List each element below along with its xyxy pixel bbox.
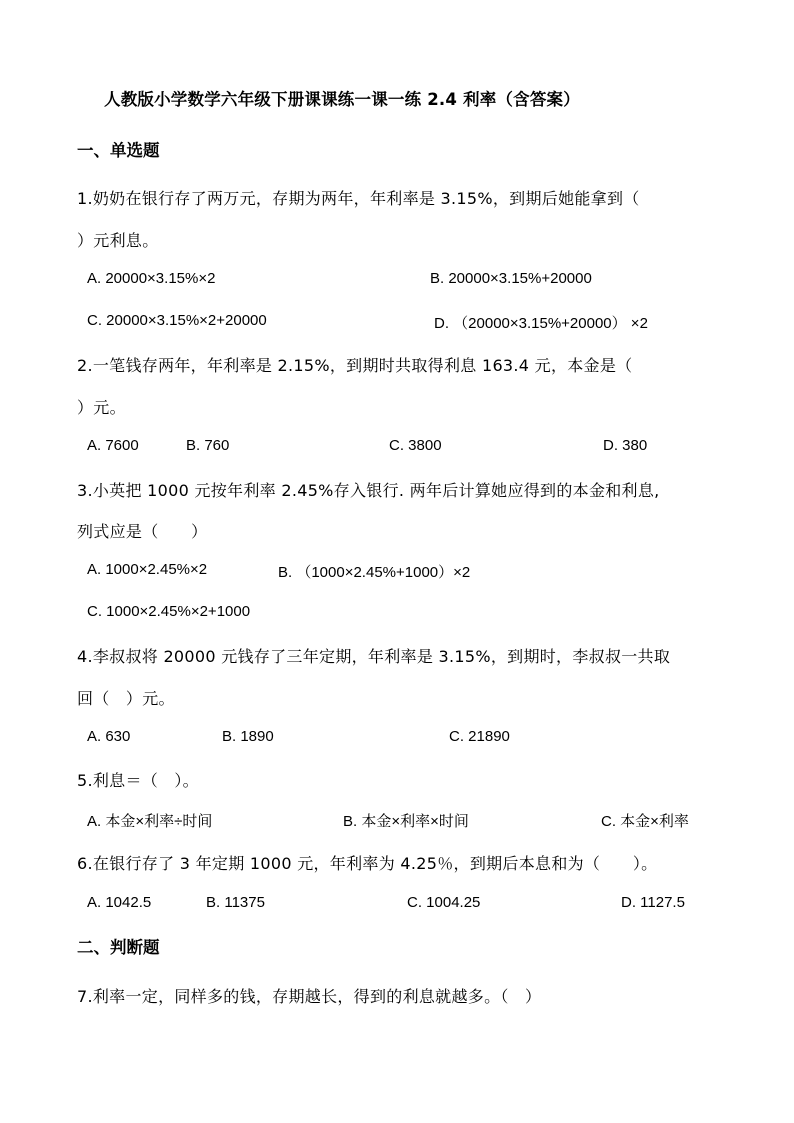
question-1-option-b: B. 20000×3.15%+20000 [430, 270, 592, 287]
question-3-option-c: C. 1000×2.45%×2+1000 [87, 603, 251, 620]
question-1-option-c: C. 20000×3.15%×2+20000 [87, 312, 267, 329]
question-2-option-a: A. 7600 [87, 437, 139, 454]
question-4-option-a: A. 630 [87, 728, 131, 745]
question-2-option-d: D. 380 [603, 437, 648, 454]
question-2-line-2: ）元。 [77, 398, 126, 417]
question-2-option-b: B. 760 [186, 437, 230, 454]
question-5-option-a: A. 本金×利率÷时间 [87, 813, 213, 830]
question-6-option-b: B. 11375 [206, 894, 265, 911]
section-heading-true-false: 二、判断题 [77, 938, 160, 957]
question-4-option-c: C. 21890 [449, 728, 510, 745]
question-2-line-1: 2.一笔钱存两年，年利率是 2.15%，到期时共取得利息 163.4 元，本金是（ [77, 356, 633, 375]
question-6-option-a: A. 1042.5 [87, 894, 152, 911]
question-1-option-a: A. 20000×3.15%×2 [87, 270, 216, 287]
question-5-option-b: B. 本金×利率×时间 [343, 813, 469, 830]
question-1-option-d: D. （20000×3.15%+20000） ×2 [434, 315, 648, 332]
question-6-line-1: 6.在银行存了 3 年定期 1000 元，年利率为 4.25％，到期后本息和为（ ）。 [77, 854, 658, 873]
section-heading-single-choice: 一、单选题 [77, 141, 160, 160]
question-3-line-1: 3.小英把 1000 元按年利率 2.45%存入银行. 两年后计算她应得到的本金和利息, [77, 481, 660, 500]
question-3-line-2: 列式应是（ ） [77, 522, 208, 541]
question-6-option-d: D. 1127.5 [621, 894, 685, 911]
question-7-line-1: 7.利率一定，同样多的钱，存期越长，得到的利息就越多。（ ） [77, 987, 542, 1006]
question-5-option-c: C. 本金×利率 [601, 813, 689, 830]
question-3-option-b: B. （1000×2.45%+1000）×2 [278, 564, 471, 581]
question-1-line-2: ）元利息。 [77, 231, 159, 250]
question-2-option-c: C. 3800 [389, 437, 442, 454]
question-5-line-1: 5.利息＝（ ）。 [77, 771, 199, 790]
document-title: 人教版小学数学六年级下册课课练一课一练 2.4 利率（含答案） [104, 90, 580, 109]
question-4-option-b: B. 1890 [222, 728, 274, 745]
question-3-option-a: A. 1000×2.45%×2 [87, 561, 208, 578]
question-4-line-1: 4.李叔叔将 20000 元钱存了三年定期，年利率是 3.15%，到期时，李叔叔一共取 [77, 647, 671, 666]
question-6-option-c: C. 1004.25 [407, 894, 481, 911]
question-1-line-1: 1.奶奶在银行存了两万元，存期为两年，年利率是 3.15%，到期后她能拿到（ [77, 189, 640, 208]
question-4-line-2: 回（ ）元。 [77, 689, 175, 708]
